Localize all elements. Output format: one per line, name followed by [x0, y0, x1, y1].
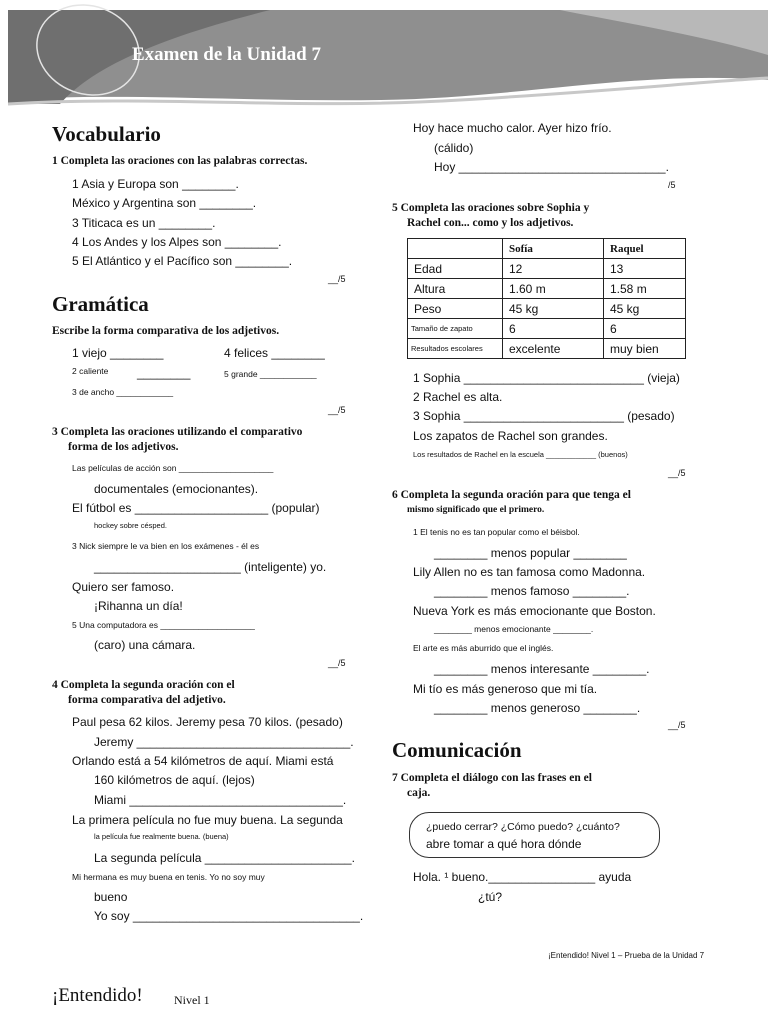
s6-line: Mi tío es más generoso que mi tía. — [413, 682, 598, 696]
right-top-line: (cálido) — [434, 141, 474, 155]
s4-line: Orlando está a 54 kilómetros de aquí. Miami está — [72, 754, 334, 768]
vocab-item: 1 Asia y Europa son ________. — [72, 177, 239, 191]
phrase-box — [409, 812, 660, 858]
table-cell: Peso — [408, 299, 503, 319]
s3-line: hockey sobre césped. — [94, 521, 167, 530]
header-banner — [0, 0, 768, 110]
score-gramatica: __/5 — [328, 405, 346, 415]
s4-line: La primera película no fue muy buena. La segunda — [72, 813, 343, 827]
score-section5: __/5 — [668, 468, 686, 478]
table-cell: muy bien — [604, 339, 686, 359]
s6-line: ________ menos emocionante ________. — [434, 624, 594, 634]
table-cell: Edad — [408, 259, 503, 279]
score-section6: __/5 — [668, 720, 686, 730]
s6-line: ________ menos interesante ________. — [434, 662, 650, 676]
table-cell: 1.58 m — [604, 279, 686, 299]
section-title-vocabulario: Vocabulario — [52, 122, 161, 146]
table-cell: Resultados escolares — [408, 339, 503, 359]
s3-line: 3 Nick siempre le va bien en los exámenes - él es — [72, 541, 260, 551]
table-header: Sofía — [503, 239, 604, 259]
table-row — [408, 279, 686, 299]
table-cell: excelente — [503, 339, 604, 359]
dialog-line: Hola. ¹ bueno.________________ ayuda — [413, 870, 632, 884]
s6-line: Lily Allen no es tan famosa como Madonna. — [413, 565, 646, 579]
instruction-3: 3 Completa las oraciones utilizando el comparativo — [52, 426, 303, 438]
s3-line: ¡Rihanna un día! — [94, 599, 183, 613]
instruction-7-cont: caja. — [407, 787, 431, 799]
s6-line: El arte es más aburrido que el inglés. — [413, 643, 554, 653]
s4-line: La segunda película ______________________. — [94, 851, 355, 865]
instruction-gramatica: Escribe la forma comparativa de los adjetivos. — [52, 325, 280, 337]
s5-line: Los zapatos de Rachel son grandes. — [413, 429, 608, 443]
right-top-line: Hoy hace mucho calor. Ayer hizo frío. — [413, 121, 612, 135]
table-header-row — [408, 239, 686, 259]
instruction-5-cont: Rachel con... como y los adjetivos. — [407, 217, 574, 229]
phrase-box-line: abre tomar a qué hora dónde — [426, 837, 582, 851]
gram-item: 3 de ancho ____________ — [72, 387, 174, 397]
score-vocabulario: __/5 — [328, 274, 346, 284]
s3-line: Las películas de acción son ____________________ — [72, 463, 274, 473]
page-title: Examen de la Unidad 7 — [132, 44, 321, 65]
table-cell: 13 — [604, 259, 686, 279]
section-title-comunicacion: Comunicación — [392, 738, 522, 762]
instruction-6-cont: mismo significado que el primero. — [407, 505, 545, 515]
s4-line: bueno — [94, 890, 128, 904]
vocab-item: 3 Titicaca es un ________. — [72, 216, 216, 230]
s3-line: (caro) una cámara. — [94, 638, 196, 652]
s3-line: documentales (emocionantes). — [94, 482, 259, 496]
s6-line: Nueva York es más emocionante que Boston. — [413, 604, 656, 618]
s6-line: ________ menos generoso ________. — [434, 701, 641, 715]
gram-blank: ________ — [137, 366, 191, 380]
table-cell: Altura — [408, 279, 503, 299]
table-cell: Tamaño de zapato — [408, 319, 503, 339]
s3-line: Quiero ser famoso. — [72, 580, 175, 594]
s5-line: 2 Rachel es alta. — [413, 390, 503, 404]
footer-level: Nivel 1 — [174, 993, 210, 1007]
section-title-gramatica: Gramática — [52, 292, 149, 316]
gram-item: 1 viejo ________ — [72, 346, 164, 360]
s6-line: 1 El tenis no es tan popular como el béisbol. — [413, 527, 580, 537]
s6-line: ________ menos popular ________ — [434, 546, 627, 560]
s4-line: Miami ________________________________. — [94, 793, 347, 807]
footer-caption: ¡Entendido! Nivel 1 – Prueba de la Unidad 7 — [548, 951, 705, 960]
s4-line: Jeremy ________________________________. — [94, 735, 354, 749]
table-header — [408, 239, 503, 259]
gram-item: 2 caliente — [72, 366, 109, 376]
instruction-5: 5 Completa las oraciones sobre Sophia y — [392, 202, 590, 214]
table-cell: 6 — [604, 319, 686, 339]
s4-line: Paul pesa 62 kilos. Jeremy pesa 70 kilos. (pesado) — [72, 715, 343, 729]
instruction-4: 4 Completa la segunda oración con el — [52, 679, 235, 691]
s5-line: 1 Sophia ___________________________ (vieja) — [413, 371, 680, 385]
s3-line: ______________________ (inteligente) yo. — [94, 560, 327, 574]
vocab-item: México y Argentina son ________. — [72, 196, 257, 210]
table-cell: 45 kg — [604, 299, 686, 319]
vocab-item: 4 Los Andes y los Alpes son ________. — [72, 235, 282, 249]
instruction-1: 1 Completa las oraciones con las palabras correctas. — [52, 155, 308, 167]
table-cell: 6 — [503, 319, 604, 339]
s3-line: El fútbol es ____________________ (popular) — [72, 501, 320, 515]
instruction-3-cont: forma de los adjetivos. — [68, 441, 179, 453]
table-row — [408, 319, 686, 339]
s4-line: la película fue realmente buena. (buena) — [94, 832, 229, 841]
table-cell: 12 — [503, 259, 604, 279]
table-row — [408, 259, 686, 279]
instruction-6: 6 Completa la segunda oración para que tenga el — [392, 489, 631, 501]
table-header: Raquel — [604, 239, 686, 259]
dialog-line: ¿tú? — [478, 890, 503, 904]
logo: ¡Entendido! — [52, 985, 143, 1006]
table-row — [408, 299, 686, 319]
s5-line: Los resultados de Rachel en la escuela ____________ (buenos) — [413, 450, 628, 459]
instruction-4-cont: forma comparativa del adjetivo. — [68, 694, 226, 706]
comparison-table — [407, 238, 686, 359]
s3-line: 5 Una computadora es ____________________ — [72, 620, 255, 630]
table-cell: 45 kg — [503, 299, 604, 319]
table-row — [408, 339, 686, 359]
score-section3: __/5 — [328, 658, 346, 668]
s6-line: ________ menos famoso ________. — [434, 584, 630, 598]
phrase-box-line: ¿puedo cerrar? ¿Cómo puedo? ¿cuánto? — [426, 821, 620, 833]
gram-item: 4 felices ________ — [224, 346, 325, 360]
right-top-line: Hoy _______________________________. — [434, 160, 669, 174]
score-right-top: /5 — [668, 180, 676, 190]
s4-line: Mi hermana es muy buena en tenis. Yo no soy muy — [72, 872, 265, 882]
instruction-7: 7 Completa el diálogo con las frases en el — [392, 772, 592, 784]
vocab-item: 5 El Atlántico y el Pacífico son ________. — [72, 254, 293, 268]
table-cell: 1.60 m — [503, 279, 604, 299]
s4-line: Yo soy __________________________________. — [94, 909, 364, 923]
s5-line: 3 Sophia ________________________ (pesado) — [413, 409, 675, 423]
gram-item: 5 grande ____________ — [224, 369, 317, 379]
s4-line: 160 kilómetros de aquí. (lejos) — [94, 773, 255, 787]
